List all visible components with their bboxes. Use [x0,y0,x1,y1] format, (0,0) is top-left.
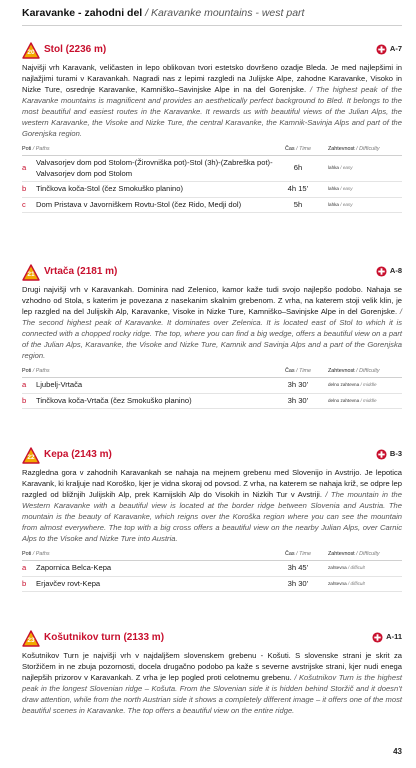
table-row [22,576,402,592]
peak-title: Vrtača (2181 m) [44,266,118,277]
route-letter: a [22,378,34,394]
peak-section-vrtaca [22,264,402,409]
route-time: 3h 45’ [274,561,322,577]
peak-title: Kepa (2143 m) [44,449,112,460]
peak-description [22,62,402,139]
map-reference-code: A-8 [389,266,402,275]
route-difficulty: lahka / easy [322,197,402,213]
routes-table [22,367,402,409]
peak-heading [22,42,402,62]
route-letter: a [22,156,34,182]
routes-table [22,145,402,213]
description-english: / The highest peak of the Karavanke mountains is magnificent and provides an aesthetically perfect background to Bled. It belongs to the most beautiful and easiest routes in the Karavanke. It rewards us with beautiful views of the Julian Alps, the western Karavanke, the Visoke and Nizke Ture, the central Karavanke, the Kamnik-Savinja Alps and part of the Gorenjska region. [22,85,402,138]
map-reference [376,447,402,461]
route-path: Valvasorjev dom pod Stolom-(Žirovniška pot)-Stol (3h)-(Zabreška pot)-Valvasorjev dom pod Stolom [34,156,274,182]
peak-heading [22,447,402,467]
col-header-time: Čas / Time [274,367,322,378]
map-reference [376,42,402,56]
map-reference-icon [376,266,387,277]
peak-description [22,467,402,544]
map-reference-icon [376,449,387,460]
route-difficulty: lahka / easy [322,156,402,182]
route-letter: b [22,182,34,198]
route-path: Ljubelj-Vrtača [34,378,274,394]
peak-number: 20 [27,49,35,56]
routes-table [22,550,402,592]
peak-title: Košutnikov turn (2133 m) [44,632,165,643]
table-row [22,197,402,213]
route-difficulty: delno zahtevna / middle [322,393,402,409]
col-header-paths: Poti / Paths [22,367,274,378]
route-difficulty: zahtevna / difficult [322,576,402,592]
description-slovenian: Košutnikov Turn je najvišji vrh v najdaljšem slovenskem grebenu - Košuti. S slovenske strani je skrit za Storžičem in ne zbuja pozornosti, docela drugačno podobo pa kaže s severne avstrijske strani, kjer nudi enega najlepših prizorov v Karavankah. Z vrha je lep pogled proti celotnemu grebenu. [22,651,402,682]
route-time: 3h 30’ [274,393,322,409]
table-row [22,156,402,182]
route-time: 3h 30’ [274,378,322,394]
description-slovenian: Drugi najvišji vrh v Karavankah. Dominira nad Zelenico, kamor kaže tudi svojo najlepšo podobo. Nahaja se vzhodno od Stola, s katerim je povezana z nasekanim skalnim grebenom. Z vrha, na katerem stoji velik klin, je lep razgled na del Julijskih Alp, Karavanke, Visoke in Nizke Ture, Kamniško–Savinjske Alpe in del Gorenjske. [22,285,402,316]
route-time: 3h 30’ [274,576,322,592]
map-reference [372,630,402,644]
peak-description [22,284,402,361]
col-header-time: Čas / Time [274,550,322,561]
route-letter: c [22,197,34,213]
col-header-paths: Poti / Paths [22,550,274,561]
route-path: Zapornica Belca-Kepa [34,561,274,577]
header-subtitle: / Karavanke mountains - west part [145,7,305,19]
route-path: Dom Pristava v Javorniškem Rovtu-Stol (čez Rido, Medji dol) [34,197,274,213]
peak-heading [22,630,402,650]
peak-number: 22 [27,454,35,461]
peak-title: Stol (2236 m) [44,44,107,55]
route-difficulty: lahka / easy [322,182,402,198]
route-path: Erjavčev rovt-Kepa [34,576,274,592]
description-slovenian: Razgledna gora v zahodnih Karavankah se nahaja na mejnem grebenu med Slovenijo in Avstrijo. Je lepotica Karavank, ki kraljuje nad Koroško, kjer je vidna skoraj od povsod. Z vrha, na katerem se nahaja križ, se odpre lep razgled od bližnjih Julijskih Alp, prek Karnijskih Alp do Visokih in Nizkih Tur v Avstriji. [22,468,402,499]
description-english: / The second highest peak of Karavanke. It dominates over Zelenica. It is located east of Stol to which it is connected with a chopped rocky ridge. The top, where you can find a big wedge, offers a beautiful view on a part of the Julian Alps, Karavanke, the Visoke and Nizke Ture, Kamnik and Savinja Alps and a part of the Gorenjska region. [22,307,402,360]
description-english: / The mountain in the Western Karavanke with a beautiful view is located at the border ridge between Slovenia and Austria. The mountain is the beauty of Karavanke, which reigns over the Koroška region where you can see the mountain from almost everywhere. The top with a big cross offers a beautiful view on the nearby Julian Alps, over Carnic Alps to the Visoke and Nizke Ture into Austria. [22,490,402,543]
route-difficulty: zahtevna / difficult [322,561,402,577]
page-header [22,3,402,26]
routes-header-row [22,145,402,156]
route-time: 6h [274,156,322,182]
table-row [22,393,402,409]
route-path: Tinčkova koča-Vrtača (čez Smokuško planino) [34,393,274,409]
description-english: / Košutnikov Turn is the highest peak in the longest Slovenian ridge – Košuta. From the Slovenian side it is hidden behind Storžič and it doesn’t draw attention, while from the north Austrian side it shows a completely different image – it offers one of the most beautiful scenes in Karavanke. The top offers a beautiful view on the entire ridge. [22,673,402,715]
table-row [22,561,402,577]
col-header-difficulty: Zahtevnost / Difficulty [322,550,402,561]
table-row [22,378,402,394]
route-path: Tinčkova koča-Stol (čez Smokuško planino) [34,182,274,198]
peak-number: 23 [27,637,35,644]
peak-heading [22,264,402,284]
peak-section-stol [22,42,402,213]
peak-description [22,650,402,716]
col-header-difficulty: Zahtevnost / Difficulty [322,367,402,378]
route-letter: b [22,576,34,592]
route-time: 4h 15’ [274,182,322,198]
map-reference-icon [372,632,383,643]
route-letter: b [22,393,34,409]
map-reference-code: B-3 [389,449,402,458]
col-header-paths: Poti / Paths [22,145,274,156]
route-difficulty: delno zahtevna / middle [322,378,402,394]
col-header-time: Čas / Time [274,145,322,156]
peak-section-kosutnikov-turn [22,630,402,716]
routes-header-row [22,367,402,378]
map-reference-code: A-7 [389,44,402,53]
peak-section-kepa [22,447,402,592]
table-row [22,182,402,198]
map-reference [376,264,402,278]
map-reference-icon [376,44,387,55]
page-number: 43 [393,747,402,756]
route-time: 5h [274,197,322,213]
route-letter: a [22,561,34,577]
description-slovenian: Najvišji vrh Karavank, veličasten in lepo oblikovan tvori estetsko dovršeno ozadje Bleda. Je med najlepšimi in najlažjimi turami v Karavankah. Nagradi nas z lepimi razgledi na Julijske Alpe, zahodne Karavanke, Visoko in Nizke Ture, osrednje Karavanke, Kamniško–Savinjske Alpe in na del Gorenjske. [22,63,402,94]
map-reference-code: A-11 [386,632,402,641]
col-header-difficulty: Zahtevnost / Difficulty [322,145,402,156]
header-title: Karavanke - zahodni del [22,7,143,19]
peak-number: 21 [27,271,35,278]
routes-header-row [22,550,402,561]
